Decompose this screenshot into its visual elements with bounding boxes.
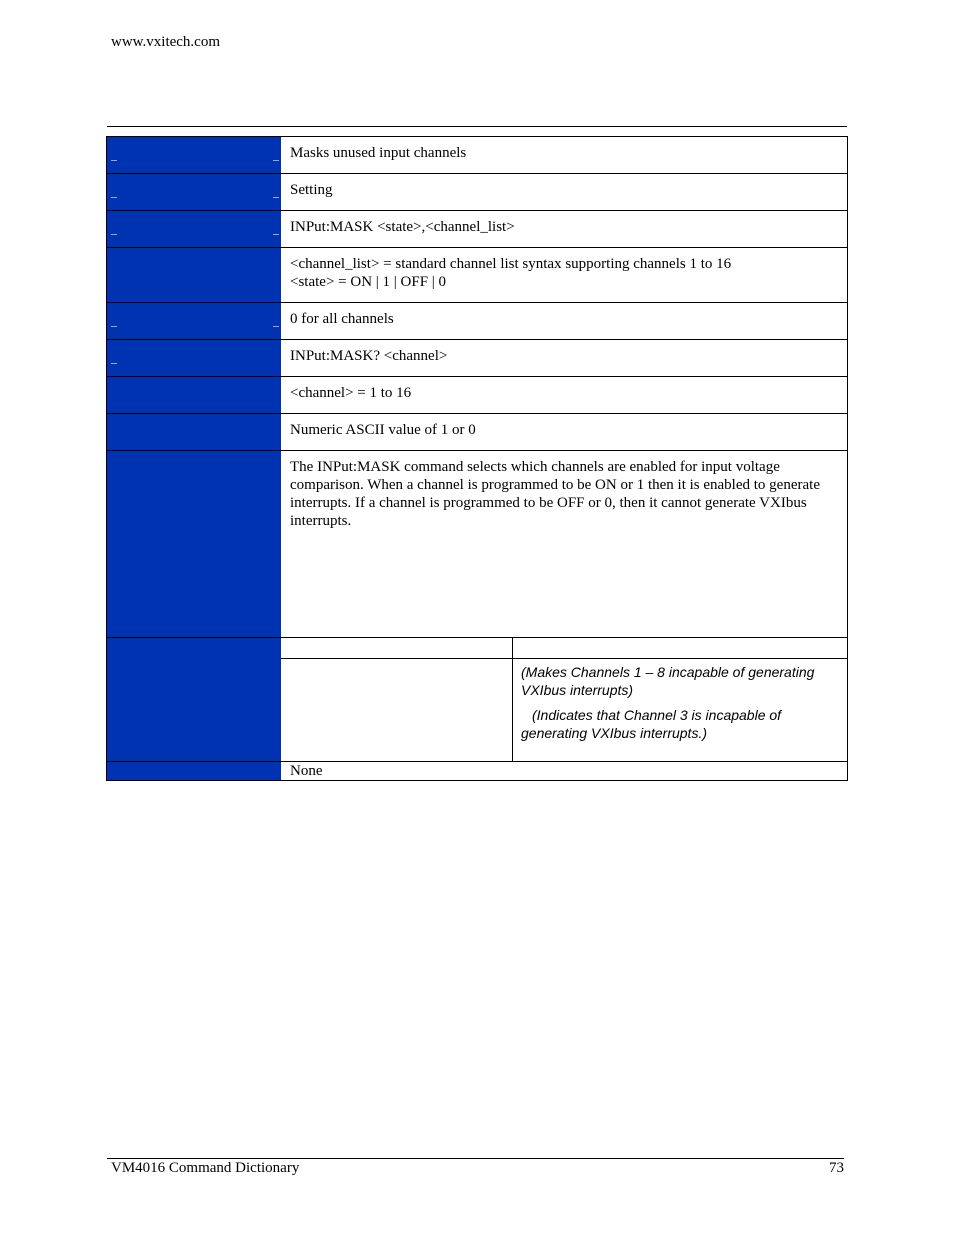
related-commands-value: None [281,762,848,780]
row-query-response [106,414,848,451]
label-cell-query-response [106,414,281,450]
header-url: www.vxitech.com [111,34,220,50]
footer-title: VM4016 Command Dictionary [111,1160,300,1176]
examples-command-cell [281,659,513,761]
parameter-line: <state> = ON | 1 | OFF | 0 [290,274,447,290]
example-note: (Indicates that Channel 3 is incapable of generating VXIbus interrupts.) [521,707,782,741]
purpose-value: Masks unused input channels [281,137,848,173]
label-cell-query-parameters [106,377,281,413]
label-cell-syntax [106,211,281,247]
page-number: 73 [829,1160,844,1176]
label-cell-type [106,174,281,210]
description-value: The INPut:MASK command selects which channels are enabled for input voltage comparison. When a channel is programmed to be ON or 1 then it is enabled to generate interrupts. If a channel is programmed to be OFF or 0, then it cannot generate VXIbus interrupts. [281,451,848,637]
row-type [106,174,848,211]
examples-header-command [281,638,513,658]
reset-value: 0 for all channels [281,303,848,339]
examples-header-response [513,638,847,658]
parameters-value [281,248,848,302]
query-response-value: Numeric ASCII value of 1 or 0 [281,414,848,450]
syntax-value: INPut:MASK <state>,<channel_list> [281,211,848,247]
type-value: Setting [281,174,848,210]
label-cell-related [106,762,281,780]
row-query-syntax [106,340,848,377]
examples-notes-cell [513,659,847,761]
label-cell-parameters [106,248,281,302]
query-parameters-value: <channel> = 1 to 16 [281,377,848,413]
row-query-parameters [106,377,848,414]
footer-rule [107,1158,844,1159]
row-syntax [106,211,848,248]
label-cell-purpose [106,137,281,173]
examples-table [281,638,848,761]
row-description [106,451,848,638]
header-rule [107,126,847,127]
label-cell-reset [106,303,281,339]
row-examples [106,638,848,762]
examples-body-row [281,659,847,761]
row-purpose [106,136,848,174]
query-syntax-value: INPut:MASK? <channel> [281,340,848,376]
label-cell-description [106,451,281,637]
example-note: (Makes Channels 1 – 8 incapable of generating VXIbus interrupts) [521,664,815,698]
row-parameters [106,248,848,303]
row-reset-value [106,303,848,340]
parameter-line: <channel_list> = standard channel list syntax supporting channels 1 to 16 [290,256,732,272]
examples-header-row [281,638,847,659]
command-table [106,136,848,781]
label-cell-examples [106,638,281,761]
row-related-commands [106,762,848,781]
label-cell-query-syntax [106,340,281,376]
